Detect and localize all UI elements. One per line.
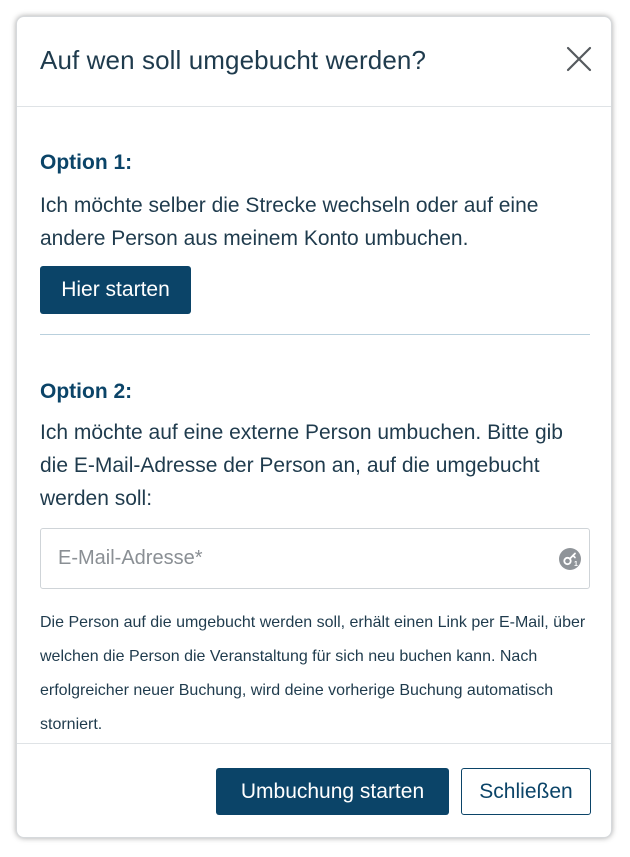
close-icon [565, 45, 593, 73]
rebooking-dialog [16, 16, 612, 838]
rebooking-note: Die Person auf die umgebucht werden soll, erhält einen Link per E-Mail, über welchen die Person die Veranstaltung für sich neu buchen kann. Nach erfolgreicher neuer Buchung, wird deine vorherige Buchung automatisch storniert. [40, 614, 586, 733]
dialog-footer [17, 743, 611, 837]
option2-text: Ich möchte auf eine externe Person umbuchen. Bitte gib die E-Mail-Adresse der Person an, auf die umgebucht werden soll: [40, 421, 563, 510]
svg-text:1: 1 [574, 561, 578, 568]
start-rebooking-button[interactable]: Umbuchung starten [216, 768, 449, 815]
close-button[interactable] [565, 45, 593, 73]
option1-title: Option 1: [40, 151, 133, 174]
key-icon[interactable] [559, 548, 581, 570]
dialog-title: Auf wen soll umgebucht werden? [40, 45, 427, 75]
start-here-button[interactable]: Hier starten [40, 266, 191, 314]
option2-title: Option 2: [40, 380, 133, 403]
option-divider [40, 334, 590, 335]
close-dialog-button[interactable]: Schließen [461, 768, 591, 815]
email-input[interactable] [58, 529, 538, 588]
option1-text: Ich möchte selber die Strecke wechseln oder auf eine andere Person aus meinem Konto umbuchen. [40, 194, 539, 250]
email-field[interactable] [40, 528, 590, 589]
dialog-header [17, 17, 611, 107]
